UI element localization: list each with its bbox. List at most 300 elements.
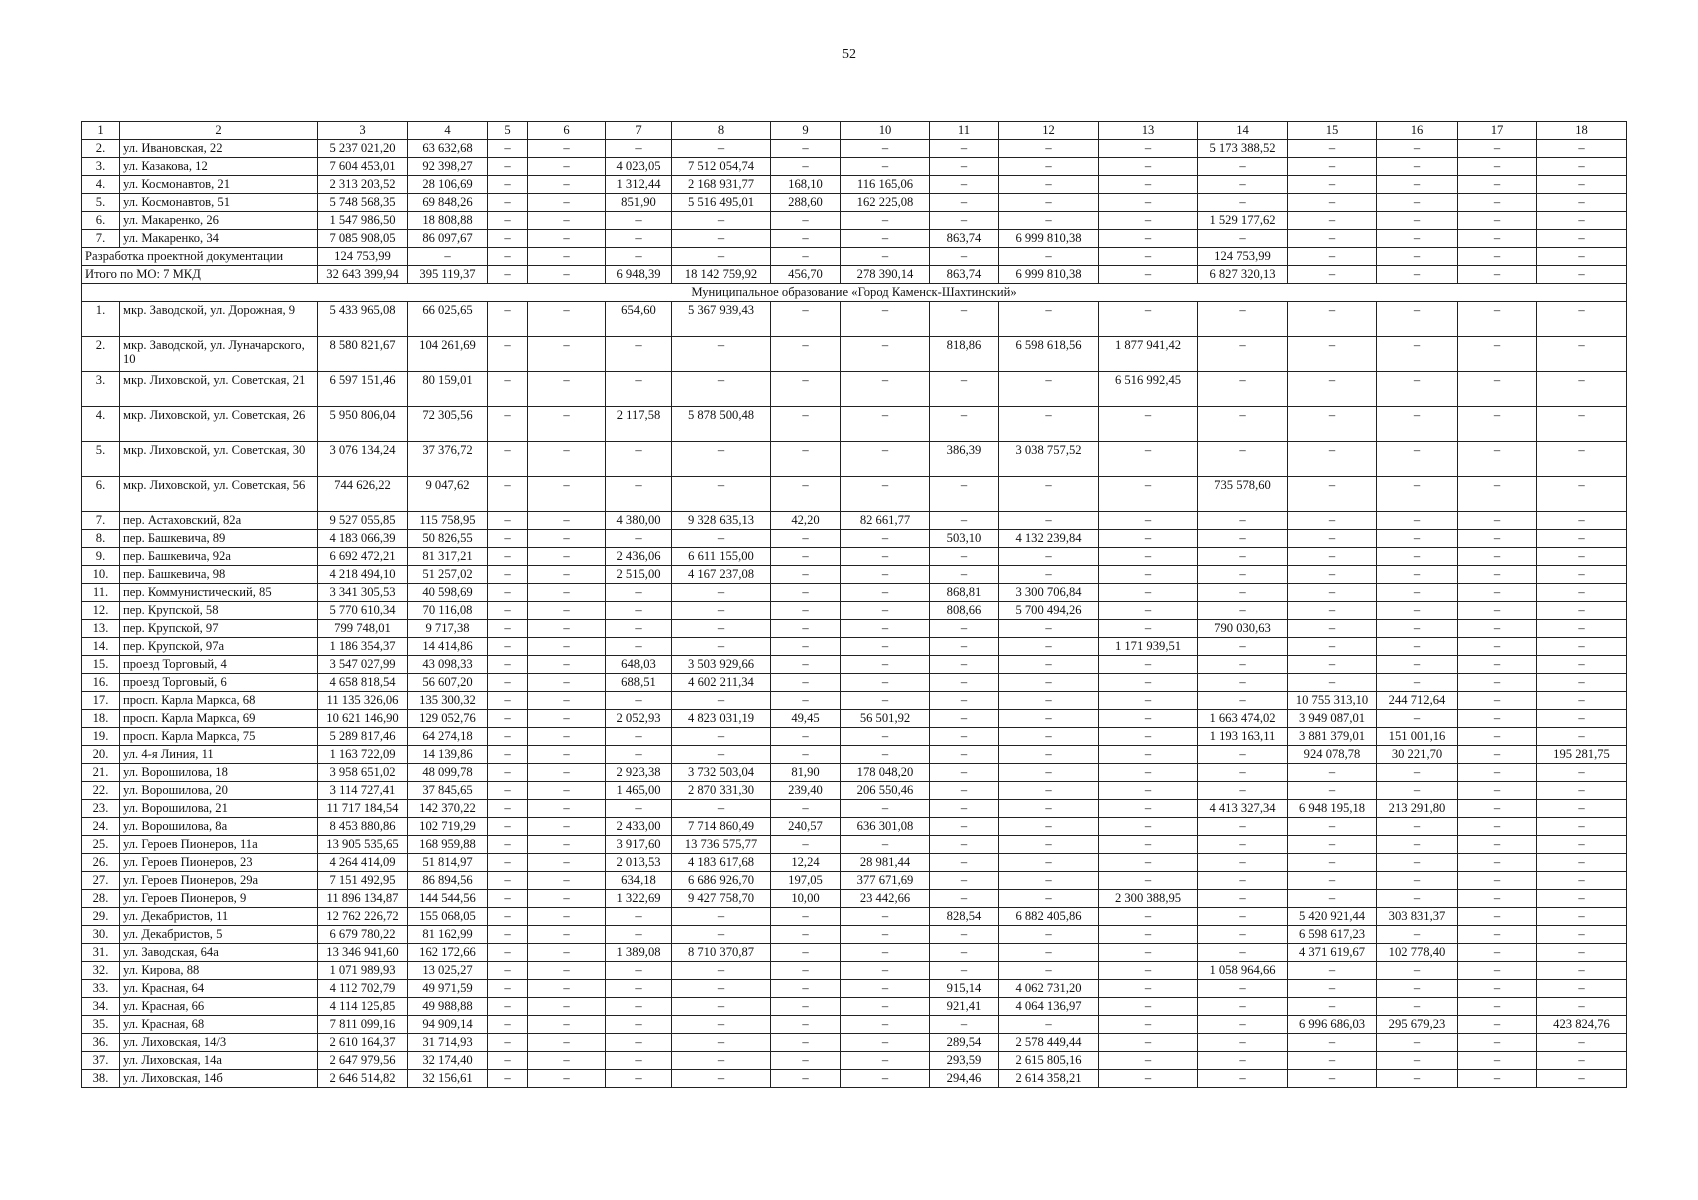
table-cell: – [1288,1070,1377,1088]
table-cell: 80 159,01 [408,372,488,407]
table-cell: – [841,908,930,926]
table-cell: – [1377,584,1458,602]
table-cell: – [1458,818,1537,836]
row-number-cell: 24. [82,818,120,836]
table-cell: – [1288,477,1377,512]
table-cell: 868,81 [930,584,999,602]
table-cell: 12,24 [771,854,841,872]
table-cell: – [1537,710,1627,728]
table-cell: – [1377,407,1458,442]
table-cell: – [841,337,930,372]
table-cell: – [771,926,841,944]
table-cell: – [1288,566,1377,584]
table-row [82,872,1627,890]
table-cell: 688,51 [606,674,672,692]
table-cell: – [1099,407,1198,442]
table-cell: – [1458,692,1537,710]
table-cell: – [1099,212,1198,230]
table-cell: – [488,140,528,158]
table-cell: – [1537,302,1627,337]
table-cell: – [672,746,771,764]
table-cell: – [1198,337,1288,372]
table-row [82,620,1627,638]
table-cell: – [528,407,606,442]
table-cell: – [672,442,771,477]
table-row [82,854,1627,872]
table-cell: – [1099,1070,1198,1088]
table-cell: 14 414,86 [408,638,488,656]
table-row [82,602,1627,620]
address-cell: ул. Ворошилова, 20 [120,782,318,800]
address-cell: пер. Астаховский, 82а [120,512,318,530]
table-cell: – [930,248,999,266]
table-cell: – [841,1016,930,1034]
column-number-header: 17 [1458,122,1537,140]
table-cell: – [1537,890,1627,908]
table-cell: – [930,728,999,746]
table-cell: – [1198,566,1288,584]
table-cell: 135 300,32 [408,692,488,710]
table-cell: 151 001,16 [1377,728,1458,746]
table-cell: – [1099,908,1198,926]
table-cell: – [1537,140,1627,158]
address-cell: просп. Карла Маркса, 68 [120,692,318,710]
table-cell: – [1458,944,1537,962]
row-number-cell: 20. [82,746,120,764]
table-cell: – [606,584,672,602]
table-cell: – [930,800,999,818]
table-cell: – [841,212,930,230]
table-cell: 818,86 [930,337,999,372]
table-cell: – [1458,584,1537,602]
table-cell: – [1198,158,1288,176]
table-row [82,836,1627,854]
address-cell: пер. Коммунистический, 85 [120,584,318,602]
table-cell: 30 221,70 [1377,746,1458,764]
table-cell: 6 999 810,38 [999,230,1099,248]
table-cell: – [1099,836,1198,854]
table-cell: – [930,710,999,728]
table-cell: – [841,746,930,764]
table-row [82,530,1627,548]
table-row [82,212,1627,230]
table-cell: – [1288,194,1377,212]
table-cell: 799 748,01 [318,620,408,638]
table-cell: – [488,944,528,962]
row-number-cell: 16. [82,674,120,692]
table-cell: – [1458,962,1537,980]
table-cell: – [771,800,841,818]
table-cell: – [1537,620,1627,638]
row-number-cell: 25. [82,836,120,854]
table-row [82,584,1627,602]
table-row [82,302,1627,337]
address-cell: ул. Макаренко, 26 [120,212,318,230]
table-row [82,477,1627,512]
address-cell: проезд Торговый, 4 [120,656,318,674]
table-cell: 13 025,27 [408,962,488,980]
table-cell: – [1377,176,1458,194]
table-cell: 3 917,60 [606,836,672,854]
table-cell: – [1099,872,1198,890]
table-cell: 72 305,56 [408,407,488,442]
table-cell: 116 165,06 [841,176,930,194]
row-number-cell: 21. [82,764,120,782]
table-cell: 423 824,76 [1537,1016,1627,1034]
table-cell: – [999,248,1099,266]
table-cell: – [1537,1052,1627,1070]
summary-label-cell: Итого по МО: 7 МКД [82,266,318,284]
table-row [82,908,1627,926]
table-cell: 42,20 [771,512,841,530]
section-title: Муниципальное образование «Город Каменск-Шахтинский» [82,284,1627,302]
address-cell: ул. Героев Пионеров, 29а [120,872,318,890]
table-cell: 5 878 500,48 [672,407,771,442]
table-cell: – [1099,818,1198,836]
table-cell: – [1099,230,1198,248]
table-cell: 48 099,78 [408,764,488,782]
table-cell: – [1377,962,1458,980]
table-row [82,407,1627,442]
row-number-cell: 8. [82,530,120,548]
table-cell: 289,54 [930,1034,999,1052]
table-cell: – [672,477,771,512]
table-cell: – [841,638,930,656]
page-number: 52 [842,47,856,62]
table-row [82,926,1627,944]
table-row [82,890,1627,908]
table-cell: – [930,890,999,908]
row-number-cell: 32. [82,962,120,980]
table-cell: – [1288,158,1377,176]
table-cell: 50 826,55 [408,530,488,548]
table-cell: 3 503 929,66 [672,656,771,674]
table-cell: – [771,602,841,620]
table-cell: 5 770 610,34 [318,602,408,620]
table-cell: – [488,302,528,337]
table-cell: – [1537,230,1627,248]
table-cell: – [1537,674,1627,692]
table-cell: – [930,302,999,337]
table-cell: – [841,980,930,998]
section-title-row [82,284,1627,302]
row-number-cell: 2. [82,140,120,158]
table-cell: 5 237 021,20 [318,140,408,158]
table-cell: – [1099,584,1198,602]
table-cell: – [1458,926,1537,944]
table-cell: 395 119,37 [408,266,488,284]
address-cell: ул. Лиховская, 14/3 [120,1034,318,1052]
table-cell: – [999,1016,1099,1034]
table-cell: – [488,890,528,908]
table-cell: – [771,442,841,477]
address-cell: ул. Декабристов, 5 [120,926,318,944]
table-cell: – [841,1052,930,1070]
table-cell: – [1537,248,1627,266]
table-cell: 2 436,06 [606,548,672,566]
table-cell: 13 905 535,65 [318,836,408,854]
table-cell: – [488,407,528,442]
table-cell: – [1537,442,1627,477]
table-cell: – [1099,656,1198,674]
table-cell: – [528,302,606,337]
row-number-cell: 7. [82,230,120,248]
table-cell: 2 433,00 [606,818,672,836]
column-number-header: 16 [1377,122,1458,140]
table-cell: – [606,746,672,764]
table-cell: – [1288,212,1377,230]
row-number-cell: 33. [82,980,120,998]
table-cell: – [1537,1034,1627,1052]
address-cell: ул. Ворошилова, 21 [120,800,318,818]
table-cell: – [841,836,930,854]
table-cell: 6 598 618,56 [999,337,1099,372]
table-cell: – [1198,818,1288,836]
table-cell: – [841,674,930,692]
table-cell: – [528,818,606,836]
table-cell: 9 427 758,70 [672,890,771,908]
table-cell: – [1198,926,1288,944]
table-cell: – [606,998,672,1016]
table-cell: – [528,710,606,728]
table-cell: 168,10 [771,176,841,194]
table-cell: 6 598 617,23 [1288,926,1377,944]
table-cell: – [1377,566,1458,584]
address-cell: ул. Героев Пионеров, 9 [120,890,318,908]
table-cell: – [488,782,528,800]
address-cell: ул. Ворошилова, 8а [120,818,318,836]
address-cell: ул. Космонавтов, 51 [120,194,318,212]
table-cell: – [1288,230,1377,248]
table-cell: 851,90 [606,194,672,212]
table-cell: – [999,477,1099,512]
row-number-cell: 11. [82,584,120,602]
table-cell: – [841,998,930,1016]
table-cell: – [999,212,1099,230]
table-cell: – [930,548,999,566]
table-row [82,962,1627,980]
table-cell: – [841,477,930,512]
table-cell: – [1288,1034,1377,1052]
column-number-header: 1 [82,122,120,140]
table-cell: – [528,746,606,764]
table-cell: – [1288,998,1377,1016]
table-cell: 1 663 474,02 [1198,710,1288,728]
table-cell: – [1377,212,1458,230]
table-cell: – [1288,266,1377,284]
table-cell: – [1458,638,1537,656]
table-cell: – [1288,656,1377,674]
address-cell: ул. Героев Пионеров, 23 [120,854,318,872]
table-cell: – [1458,548,1537,566]
table-cell: – [528,674,606,692]
table-cell: – [488,194,528,212]
table-cell: – [1198,548,1288,566]
table-cell: – [606,1052,672,1070]
table-cell: 4 112 702,79 [318,980,408,998]
table-cell: – [999,746,1099,764]
row-number-cell: 23. [82,800,120,818]
table-cell: – [488,638,528,656]
table-cell: – [841,602,930,620]
table-cell: – [999,140,1099,158]
table-cell: – [1537,818,1627,836]
table-cell: – [1377,890,1458,908]
table-cell: – [606,477,672,512]
table-row [82,638,1627,656]
table-cell: – [488,854,528,872]
table-cell: – [1099,674,1198,692]
row-number-cell: 6. [82,212,120,230]
table-cell: 37 376,72 [408,442,488,477]
table-cell: – [672,602,771,620]
table-cell: – [841,1034,930,1052]
table-cell: – [1458,302,1537,337]
table-cell: – [488,176,528,194]
table-cell: – [1198,442,1288,477]
table-cell: – [1198,944,1288,962]
table-cell: – [1458,1052,1537,1070]
table-cell: – [841,566,930,584]
table-cell: 744 626,22 [318,477,408,512]
table-cell: – [488,566,528,584]
table-cell: 11 135 326,06 [318,692,408,710]
table-cell: 4 167 237,08 [672,566,771,584]
table-cell: – [1537,158,1627,176]
table-row [82,728,1627,746]
table-cell: 6 679 780,22 [318,926,408,944]
table-cell: – [528,584,606,602]
table-cell: 10,00 [771,890,841,908]
table-cell: – [1099,980,1198,998]
table-cell: 63 632,68 [408,140,488,158]
table-cell: 808,66 [930,602,999,620]
table-cell: – [1458,372,1537,407]
table-cell: 293,59 [930,1052,999,1070]
table-cell: 6 516 992,45 [1099,372,1198,407]
table-cell: – [528,908,606,926]
table-cell: 32 174,40 [408,1052,488,1070]
table-cell: – [1099,158,1198,176]
table-cell: – [528,337,606,372]
table-cell: 1 058 964,66 [1198,962,1288,980]
table-cell: – [999,566,1099,584]
table-cell: 2 615 805,16 [999,1052,1099,1070]
table-cell: 64 274,18 [408,728,488,746]
table-cell: 8 580 821,67 [318,337,408,372]
table-cell: 18 142 759,92 [672,266,771,284]
table-cell: – [771,212,841,230]
table-cell: 195 281,75 [1537,746,1627,764]
table-cell: – [999,176,1099,194]
table-cell: 1 547 986,50 [318,212,408,230]
table-row [82,674,1627,692]
table-cell: – [1099,962,1198,980]
row-number-cell: 28. [82,890,120,908]
table-cell: – [672,1052,771,1070]
table-cell: – [528,1034,606,1052]
table-cell: – [488,248,528,266]
table-cell: – [528,980,606,998]
table-cell: – [1458,176,1537,194]
table-cell: – [930,620,999,638]
table-cell: – [528,926,606,944]
table-cell: 6 827 320,13 [1198,266,1288,284]
table-row [82,194,1627,212]
table-cell: – [488,212,528,230]
address-cell: ул. Заводская, 64а [120,944,318,962]
address-cell: ул. Казакова, 12 [120,158,318,176]
table-cell: – [606,140,672,158]
table-row [82,692,1627,710]
table-cell: 66 025,65 [408,302,488,337]
table-cell: – [1458,530,1537,548]
table-cell: 2 647 979,56 [318,1052,408,1070]
table-cell: – [930,926,999,944]
table-cell: – [672,998,771,1016]
row-number-cell: 38. [82,1070,120,1088]
table-row [82,746,1627,764]
table-cell: – [528,638,606,656]
table-cell: – [930,854,999,872]
table-cell: 102 719,29 [408,818,488,836]
table-cell: – [1458,728,1537,746]
table-cell: 5 173 388,52 [1198,140,1288,158]
address-cell: ул. Красная, 66 [120,998,318,1016]
table-cell: – [1099,566,1198,584]
table-cell: – [606,908,672,926]
table-cell: 14 139,86 [408,746,488,764]
table-cell: – [1377,230,1458,248]
table-cell: 1 186 354,37 [318,638,408,656]
table-cell: – [930,746,999,764]
address-cell: просп. Карла Маркса, 69 [120,710,318,728]
table-cell: – [488,746,528,764]
table-cell: – [1198,890,1288,908]
address-cell: ул. 4-я Линия, 11 [120,746,318,764]
table-cell: – [999,944,1099,962]
table-cell: – [930,512,999,530]
table-cell: 51 257,02 [408,566,488,584]
table-cell: – [930,692,999,710]
table-cell: – [1537,194,1627,212]
table-cell: – [1537,212,1627,230]
table-cell: – [1099,854,1198,872]
table-cell: – [1099,442,1198,477]
table-cell: 303 831,37 [1377,908,1458,926]
column-number-header: 2 [120,122,318,140]
table-cell: – [1537,548,1627,566]
table-row [82,176,1627,194]
row-number-cell: 35. [82,1016,120,1034]
table-cell: – [528,656,606,674]
table-cell: 6 686 926,70 [672,872,771,890]
table-cell: – [1458,407,1537,442]
table-cell: – [841,530,930,548]
table-cell: 162 225,08 [841,194,930,212]
table-cell: – [999,638,1099,656]
table-cell: – [771,140,841,158]
table-cell: – [528,872,606,890]
table-cell: 5 433 965,08 [318,302,408,337]
table-cell: 86 097,67 [408,230,488,248]
table-cell: – [1288,872,1377,890]
table-cell: 456,70 [771,266,841,284]
table-cell: – [1099,302,1198,337]
table-cell: 1 071 989,93 [318,962,408,980]
table-cell: 51 814,97 [408,854,488,872]
table-cell: – [1377,548,1458,566]
